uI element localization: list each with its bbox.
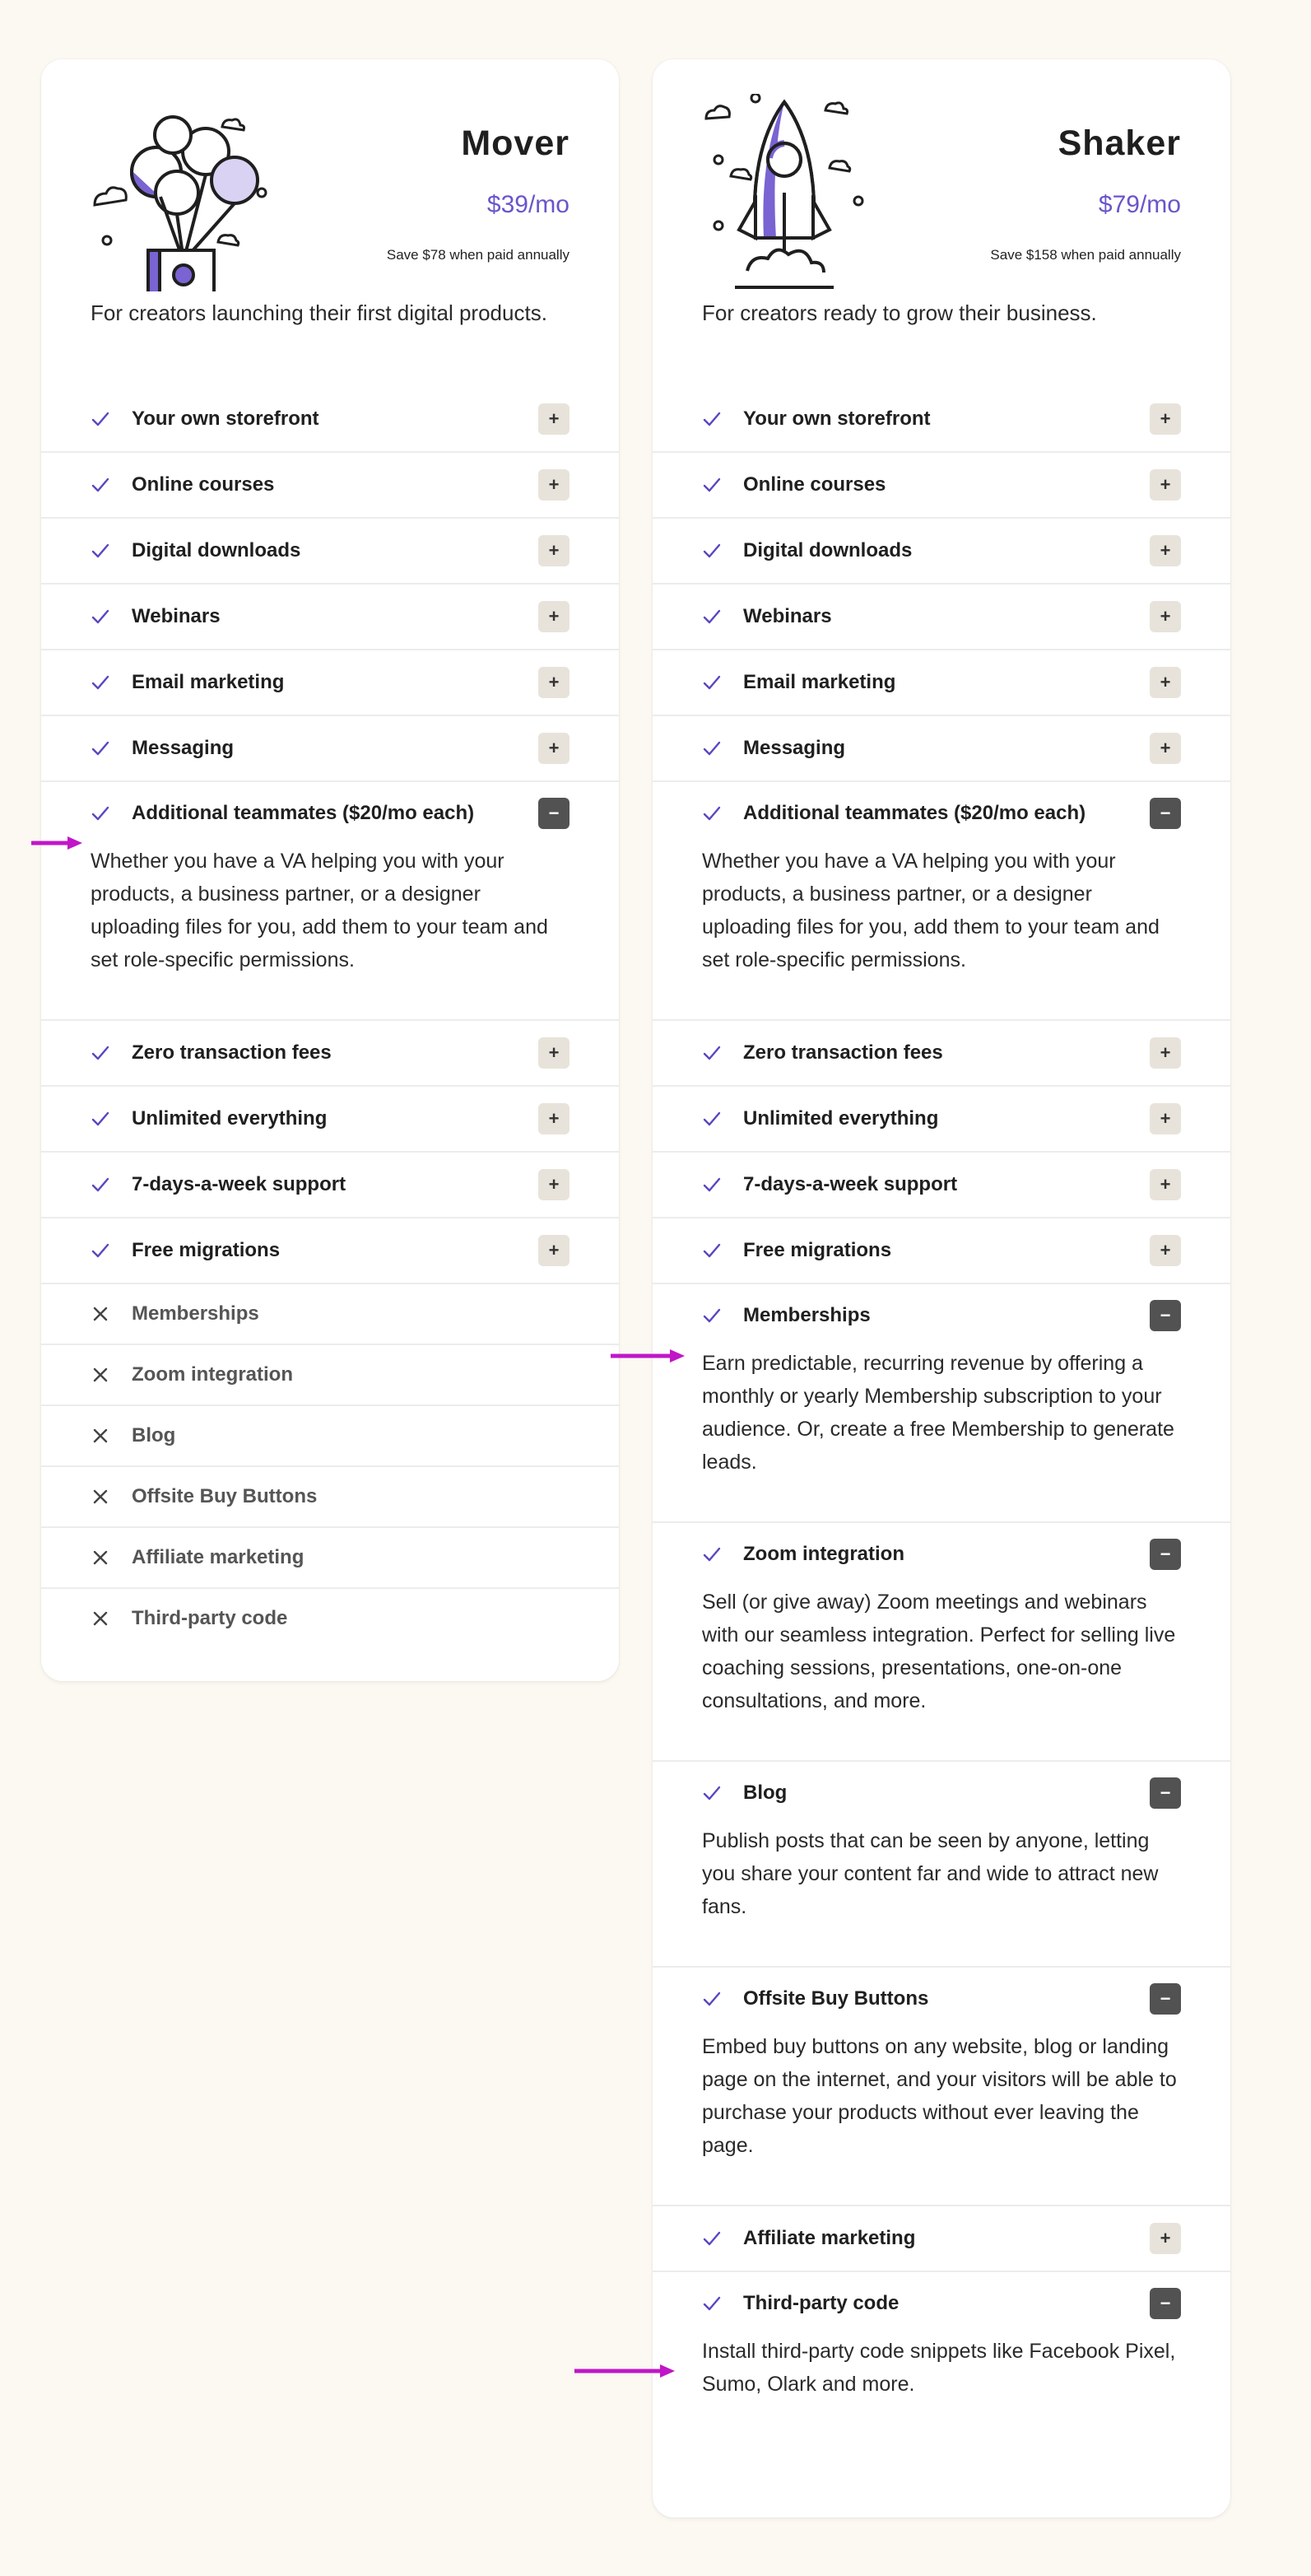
feature-row[interactable] xyxy=(41,1406,619,1465)
feature-item xyxy=(41,1283,619,1344)
feature-item xyxy=(41,1217,619,1283)
feature-item xyxy=(653,1283,1230,1521)
expand-button[interactable]: + xyxy=(1150,535,1181,566)
feature-item xyxy=(653,1085,1230,1151)
feature-item xyxy=(653,1217,1230,1283)
feature-label: Zoom integration xyxy=(743,1543,904,1565)
feature-label: Third-party code xyxy=(743,2292,900,2314)
expand-button[interactable]: + xyxy=(538,667,569,698)
check-icon xyxy=(702,1175,722,1195)
check-icon xyxy=(91,409,110,429)
feature-item xyxy=(41,1151,619,1217)
expand-button[interactable]: + xyxy=(1150,667,1181,698)
balloons-icon xyxy=(91,94,272,291)
feature-item xyxy=(653,2205,1230,2271)
feature-item xyxy=(41,715,619,780)
feature-row[interactable] xyxy=(41,782,619,845)
feature-label: Zoom integration xyxy=(132,1363,293,1386)
feature-row[interactable] xyxy=(653,585,1230,649)
arrow-right-icon xyxy=(611,1348,685,1364)
check-icon xyxy=(702,541,722,561)
feature-label: Zero transaction fees xyxy=(743,1041,943,1064)
feature-item xyxy=(41,387,619,451)
feature-label: Affiliate marketing xyxy=(132,1546,305,1568)
feature-item xyxy=(653,1521,1230,1760)
feature-detail: Sell (or give away) Zoom meetings and webinars with our seamless integration. Perfect for selling live coaching sessions, presentations, one-on-one consultations, and more. xyxy=(702,1591,1176,1712)
feature-label: Messaging xyxy=(743,737,846,759)
expand-button[interactable]: + xyxy=(1150,1103,1181,1134)
feature-item xyxy=(653,780,1230,1019)
feature-row[interactable] xyxy=(41,1467,619,1526)
cross-icon xyxy=(91,1548,110,1567)
feature-label: Offsite Buy Buttons xyxy=(743,1987,929,2010)
feature-item xyxy=(653,649,1230,715)
check-icon xyxy=(702,1783,722,1803)
feature-item xyxy=(41,583,619,649)
expand-button[interactable]: + xyxy=(538,535,569,566)
feature-item xyxy=(41,1587,619,1648)
feature-label: Digital downloads xyxy=(132,539,301,561)
feature-list xyxy=(653,387,1230,2443)
expand-button[interactable]: + xyxy=(538,1235,569,1266)
feature-item xyxy=(41,1404,619,1465)
expand-button[interactable]: + xyxy=(1150,1169,1181,1200)
plan-name: Mover xyxy=(461,123,569,163)
feature-item xyxy=(653,1760,1230,1966)
feature-row[interactable] xyxy=(41,1087,619,1151)
feature-row[interactable] xyxy=(41,1528,619,1587)
feature-label: Offsite Buy Buttons xyxy=(132,1485,318,1507)
expand-button[interactable]: + xyxy=(538,1037,569,1069)
plan-description: For creators launching their first digital products. xyxy=(91,300,547,325)
check-icon xyxy=(702,1241,722,1260)
check-icon xyxy=(91,1043,110,1063)
feature-row[interactable] xyxy=(653,1021,1230,1085)
feature-label: Your own storefront xyxy=(743,408,931,430)
feature-item xyxy=(653,517,1230,583)
collapse-button[interactable]: − xyxy=(1150,1300,1181,1331)
feature-row[interactable] xyxy=(41,585,619,649)
feature-item xyxy=(41,517,619,583)
check-icon xyxy=(702,1109,722,1129)
feature-row[interactable] xyxy=(653,2206,1230,2271)
feature-label: 7-days-a-week support xyxy=(743,1173,958,1195)
feature-row[interactable] xyxy=(41,519,619,583)
feature-item xyxy=(41,1085,619,1151)
feature-row[interactable] xyxy=(653,716,1230,780)
plan-price: $79/mo xyxy=(1098,191,1181,218)
check-icon xyxy=(91,738,110,758)
feature-label: Free migrations xyxy=(132,1239,281,1261)
feature-row[interactable] xyxy=(41,1021,619,1085)
plan-header xyxy=(653,59,1230,306)
feature-row[interactable] xyxy=(41,1345,619,1404)
feature-row[interactable] xyxy=(653,1218,1230,1283)
plan-header xyxy=(41,59,619,306)
feature-list xyxy=(41,387,619,1648)
feature-row[interactable] xyxy=(653,1762,1230,1824)
feature-label: Online courses xyxy=(743,473,886,496)
feature-label: Zero transaction fees xyxy=(132,1041,332,1064)
feature-row[interactable] xyxy=(41,387,619,451)
check-icon xyxy=(91,475,110,495)
feature-item xyxy=(653,1966,1230,2205)
check-icon xyxy=(702,1989,722,2009)
check-icon xyxy=(91,804,110,823)
check-icon xyxy=(702,673,722,692)
feature-label: Memberships xyxy=(132,1302,259,1325)
feature-label: Blog xyxy=(132,1424,176,1446)
expand-button[interactable]: + xyxy=(1150,733,1181,764)
check-icon xyxy=(91,1175,110,1195)
feature-item xyxy=(653,451,1230,517)
check-icon xyxy=(702,2229,722,2248)
feature-row[interactable] xyxy=(653,2272,1230,2335)
feature-label: 7-days-a-week support xyxy=(132,1173,346,1195)
feature-row[interactable] xyxy=(41,650,619,715)
arrow-right-icon xyxy=(31,835,82,851)
feature-label: Additional teammates ($20/mo each) xyxy=(132,802,475,824)
check-icon xyxy=(702,1043,722,1063)
feature-label: Webinars xyxy=(743,605,832,627)
feature-label: Unlimited everything xyxy=(132,1107,328,1130)
collapse-button[interactable]: − xyxy=(1150,2288,1181,2319)
feature-label: Online courses xyxy=(132,473,275,496)
check-icon xyxy=(702,607,722,627)
feature-row[interactable] xyxy=(653,1523,1230,1586)
feature-item xyxy=(41,1465,619,1526)
feature-label: Email marketing xyxy=(132,671,285,693)
feature-item xyxy=(653,387,1230,451)
collapse-button[interactable]: − xyxy=(1150,1539,1181,1570)
annual-savings-note: Save $78 when paid annually xyxy=(386,247,569,263)
cross-icon xyxy=(91,1426,110,1446)
feature-detail: Embed buy buttons on any website, blog or landing page on the internet, and your visitors will be able to purchase your products without ever leaving the page. xyxy=(702,2035,1177,2157)
cross-icon xyxy=(91,1609,110,1628)
check-icon xyxy=(91,541,110,561)
plan-card-mover xyxy=(41,59,619,1681)
expand-button[interactable]: + xyxy=(538,1169,569,1200)
feature-label: Third-party code xyxy=(132,1607,288,1629)
expand-button[interactable]: + xyxy=(538,601,569,632)
check-icon xyxy=(702,409,722,429)
feature-label: Messaging xyxy=(132,737,235,759)
feature-label: Email marketing xyxy=(743,671,896,693)
expand-button[interactable]: + xyxy=(538,733,569,764)
check-icon xyxy=(702,1544,722,1564)
feature-row[interactable] xyxy=(653,1153,1230,1217)
expand-button[interactable]: + xyxy=(1150,601,1181,632)
feature-detail: Whether you have a VA helping you with your products, a business partner, or a designer uploading files for you, add them to your team and set role-specific permissions. xyxy=(91,850,548,971)
cross-icon xyxy=(91,1304,110,1324)
rocket-icon xyxy=(702,94,883,291)
plan-card-shaker xyxy=(653,59,1230,2518)
feature-detail: Publish posts that can be seen by anyone, letting you share your content far and wide to attract new fans. xyxy=(702,1829,1159,1918)
cross-icon xyxy=(91,1365,110,1385)
check-icon xyxy=(702,2294,722,2313)
expand-button[interactable]: + xyxy=(1150,469,1181,501)
feature-item xyxy=(41,1344,619,1404)
feature-label: Memberships xyxy=(743,1304,871,1326)
feature-label: Free migrations xyxy=(743,1239,892,1261)
expand-button[interactable]: + xyxy=(538,1103,569,1134)
expand-button[interactable]: + xyxy=(1150,2223,1181,2254)
expand-button[interactable]: + xyxy=(538,403,569,435)
feature-row[interactable] xyxy=(653,1968,1230,2030)
feature-item xyxy=(41,451,619,517)
check-icon xyxy=(91,1109,110,1129)
cross-icon xyxy=(91,1487,110,1507)
feature-item xyxy=(41,649,619,715)
feature-row[interactable] xyxy=(653,782,1230,845)
annual-savings-note: Save $158 when paid annually xyxy=(990,247,1181,263)
check-icon xyxy=(702,804,722,823)
feature-item xyxy=(653,583,1230,649)
collapse-button[interactable]: − xyxy=(1150,1777,1181,1809)
feature-detail: Earn predictable, recurring revenue by offering a monthly or yearly Membership subscription to your audience. Or, create a free Membership to generate leads. xyxy=(702,1352,1174,1474)
feature-row[interactable] xyxy=(653,453,1230,517)
feature-row[interactable] xyxy=(653,650,1230,715)
feature-label: Additional teammates ($20/mo each) xyxy=(743,802,1086,824)
collapse-button[interactable]: − xyxy=(538,798,569,829)
feature-row[interactable] xyxy=(653,1087,1230,1151)
feature-detail: Install third-party code snippets like Facebook Pixel, Sumo, Olark and more. xyxy=(702,2340,1176,2396)
feature-row[interactable] xyxy=(41,453,619,517)
plan-description: For creators ready to grow their business. xyxy=(702,300,1097,325)
check-icon xyxy=(91,607,110,627)
check-icon xyxy=(91,1241,110,1260)
feature-row[interactable] xyxy=(653,387,1230,451)
expand-button[interactable]: + xyxy=(538,469,569,501)
feature-item xyxy=(41,1526,619,1587)
expand-button[interactable]: + xyxy=(1150,403,1181,435)
feature-label: Digital downloads xyxy=(743,539,913,561)
feature-detail: Whether you have a VA helping you with your products, a business partner, or a designer uploading files for you, add them to your team and set role-specific permissions. xyxy=(702,850,1160,971)
collapse-button[interactable]: − xyxy=(1150,1983,1181,2015)
arrow-right-icon xyxy=(574,2363,675,2379)
check-icon xyxy=(702,1306,722,1325)
feature-label: Affiliate marketing xyxy=(743,2227,916,2249)
check-icon xyxy=(91,673,110,692)
expand-button[interactable]: + xyxy=(1150,1037,1181,1069)
collapse-button[interactable]: − xyxy=(1150,798,1181,829)
feature-row[interactable] xyxy=(653,1284,1230,1347)
feature-label: Unlimited everything xyxy=(743,1107,939,1130)
feature-label: Webinars xyxy=(132,605,221,627)
feature-row[interactable] xyxy=(41,1218,619,1283)
check-icon xyxy=(702,475,722,495)
feature-row[interactable] xyxy=(41,1589,619,1648)
feature-row[interactable] xyxy=(41,716,619,780)
feature-item xyxy=(653,715,1230,780)
feature-item xyxy=(41,780,619,1019)
feature-row[interactable] xyxy=(41,1153,619,1217)
expand-button[interactable]: + xyxy=(1150,1235,1181,1266)
feature-item xyxy=(653,1019,1230,1085)
feature-row[interactable] xyxy=(653,519,1230,583)
feature-item xyxy=(653,1151,1230,1217)
plan-price: $39/mo xyxy=(486,191,569,218)
plan-name: Shaker xyxy=(1058,123,1181,163)
feature-item xyxy=(653,2271,1230,2443)
feature-label: Blog xyxy=(743,1782,788,1804)
check-icon xyxy=(702,738,722,758)
feature-item xyxy=(41,1019,619,1085)
feature-label: Your own storefront xyxy=(132,408,319,430)
feature-row[interactable] xyxy=(41,1284,619,1344)
